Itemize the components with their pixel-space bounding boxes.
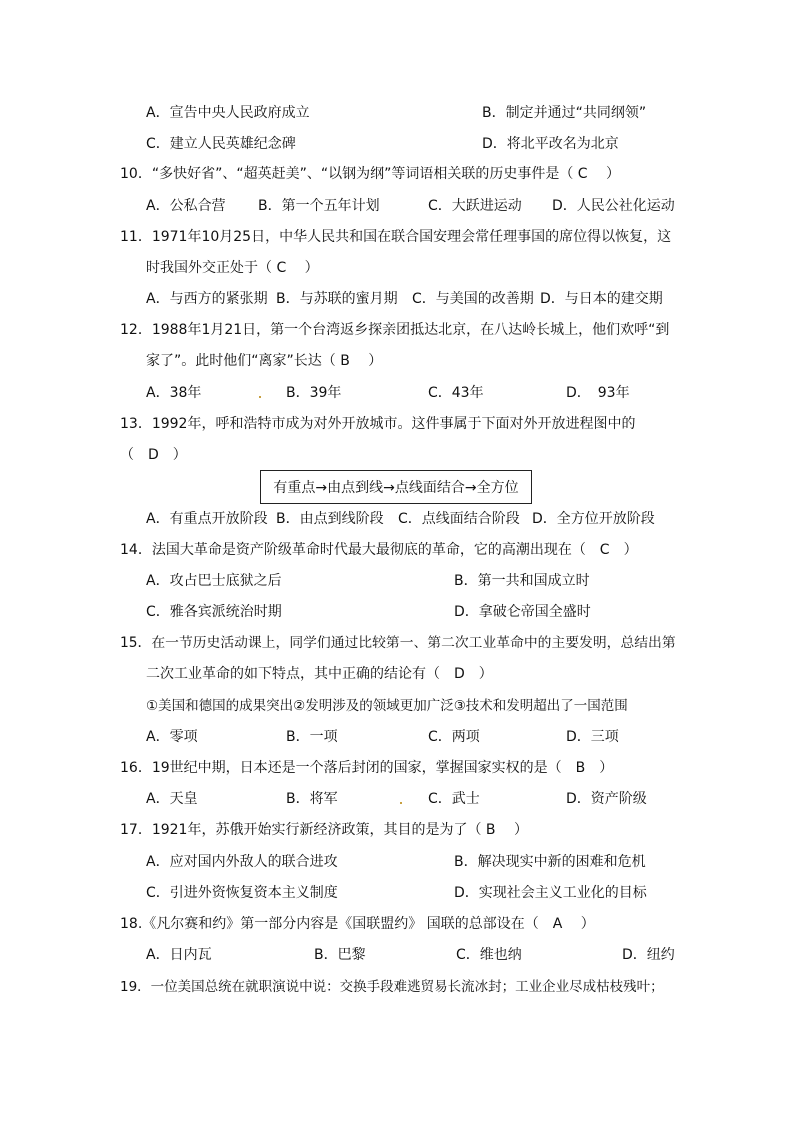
q14-option-a: A．攻占巴士底狱之后 xyxy=(146,573,282,589)
q13-stem-line1: 13．1992年，呼和浩特市成为对外开放城市。这件事属于下面对外开放进程图中的 xyxy=(120,416,636,432)
q9-option-b: B．制定并通过“共同纲领” xyxy=(482,105,647,121)
q16-option-d: D．资产阶级 xyxy=(566,791,647,807)
q13-option-a: A．有重点开放阶段 xyxy=(146,511,268,527)
q15-option-a: A．零项 xyxy=(146,729,198,745)
scan-speck xyxy=(259,396,261,398)
q18-stem: 18.《凡尔赛和约》第一部分内容是《国联盟约》 国联的总部设在（ A ） xyxy=(120,916,595,932)
q11-option-c: C．与美国的改善期 xyxy=(412,291,534,307)
q17-option-d: D．实现社会主义工业化的目标 xyxy=(454,885,647,901)
q10-option-a: A．公私合营 xyxy=(146,198,226,214)
open-policy-flow-box: 有重点→由点到线→点线面结合→全方位 xyxy=(260,470,532,504)
q16-stem: 16．19世纪中期，日本还是一个落后封闭的国家，掌握国家实权的是（ B ） xyxy=(120,760,614,776)
q15-option-b: B．一项 xyxy=(286,729,338,745)
q19-stem: 19．一位美国总统在就职演说中说：交换手段难逃贸易长流冰封；工业企业尽成枯枝残叶； xyxy=(120,979,664,995)
q17-stem: 17．1921年，苏俄开始实行新经济政策，其目的是为了（ B ） xyxy=(120,822,528,838)
q14-option-d: D．拿破仑帝国全盛时 xyxy=(454,604,591,620)
q9-option-a: A．宣告中央人民政府成立 xyxy=(146,105,310,121)
q15-stem-line2: 二次工业革命的如下特点，其中正确的结论有（ D ） xyxy=(146,666,493,682)
q15-option-c: C．两项 xyxy=(428,729,480,745)
q18-option-a: A．日内瓦 xyxy=(146,947,212,963)
q11-option-a: A．与西方的紧张期 xyxy=(146,291,268,307)
q10-option-c: C．大跃进运动 xyxy=(428,198,522,214)
q13-option-c: C．点线面结合阶段 xyxy=(398,511,520,527)
q17-option-c: C．引进外资恢复资本主义制度 xyxy=(146,885,338,901)
q12-option-d: D． 93年 xyxy=(566,385,630,401)
q18-option-b: B．巴黎 xyxy=(314,947,366,963)
q17-option-b: B．解决现实中新的困难和危机 xyxy=(454,854,646,870)
q12-stem-line2: 家了”。此时他们“离家”长达（ B ） xyxy=(146,353,383,369)
q11-stem-line2: 时我国外交正处于（ C ） xyxy=(146,260,319,276)
q12-stem-line1: 12．1988年1月21日，第一个台湾返乡探亲团抵达北京，在八达岭长城上，他们欢呼“到 xyxy=(120,322,670,338)
q17-option-a: A．应对国内外敌人的联合进攻 xyxy=(146,854,338,870)
q16-option-a: A．天皇 xyxy=(146,791,198,807)
q11-stem-line1: 11．1971年10月25日，中华人民共和国在联合国安理会常任理事国的席位得以恢复，这 xyxy=(120,229,672,245)
scan-speck xyxy=(400,802,402,804)
q9-option-c: C．建立人民英雄纪念碑 xyxy=(146,136,296,152)
q15-option-d: D．三项 xyxy=(566,729,619,745)
q18-option-c: C．维也纳 xyxy=(456,947,522,963)
q16-option-c: C．武士 xyxy=(428,791,480,807)
q14-option-b: B．第一共和国成立时 xyxy=(454,573,590,589)
q12-option-a: A．38年 xyxy=(146,385,202,401)
q15-stem-line1: 15．在一节历史活动课上，同学们通过比较第一、第二次工业革命中的主要发明，总结出第 xyxy=(120,635,676,651)
q13-stem-line2: （ D ） xyxy=(120,447,187,463)
q14-stem: 14．法国大革命是资产阶级革命时代最大最彻底的革命，它的高潮出现在（ C ） xyxy=(120,542,638,558)
q13-option-d: D．全方位开放阶段 xyxy=(532,511,655,527)
q10-option-d: D．人民公社化运动 xyxy=(552,198,675,214)
q10-stem: 10．“多快好省”、“超英赶美”、“以钢为纲”等词语相关联的历史事件是（ C ） xyxy=(120,166,621,182)
q12-option-c: C．43年 xyxy=(428,385,484,401)
q11-option-b: B．与苏联的蜜月期 xyxy=(276,291,398,307)
q11-option-d: D．与日本的建交期 xyxy=(540,291,663,307)
q13-option-b: B．由点到线阶段 xyxy=(276,511,384,527)
q15-statements: ①美国和德国的成果突出②发明涉及的领域更加广泛③技术和发明超出了一国范围 xyxy=(146,698,628,714)
q12-option-b: B．39年 xyxy=(286,385,342,401)
q9-option-d: D．将北平改名为北京 xyxy=(482,136,619,152)
q18-option-d: D．纽约 xyxy=(622,947,675,963)
q14-option-c: C．雅各宾派统治时期 xyxy=(146,604,282,620)
q10-option-b: B．第一个五年计划 xyxy=(258,198,380,214)
q16-option-b: B．将军 xyxy=(286,791,338,807)
